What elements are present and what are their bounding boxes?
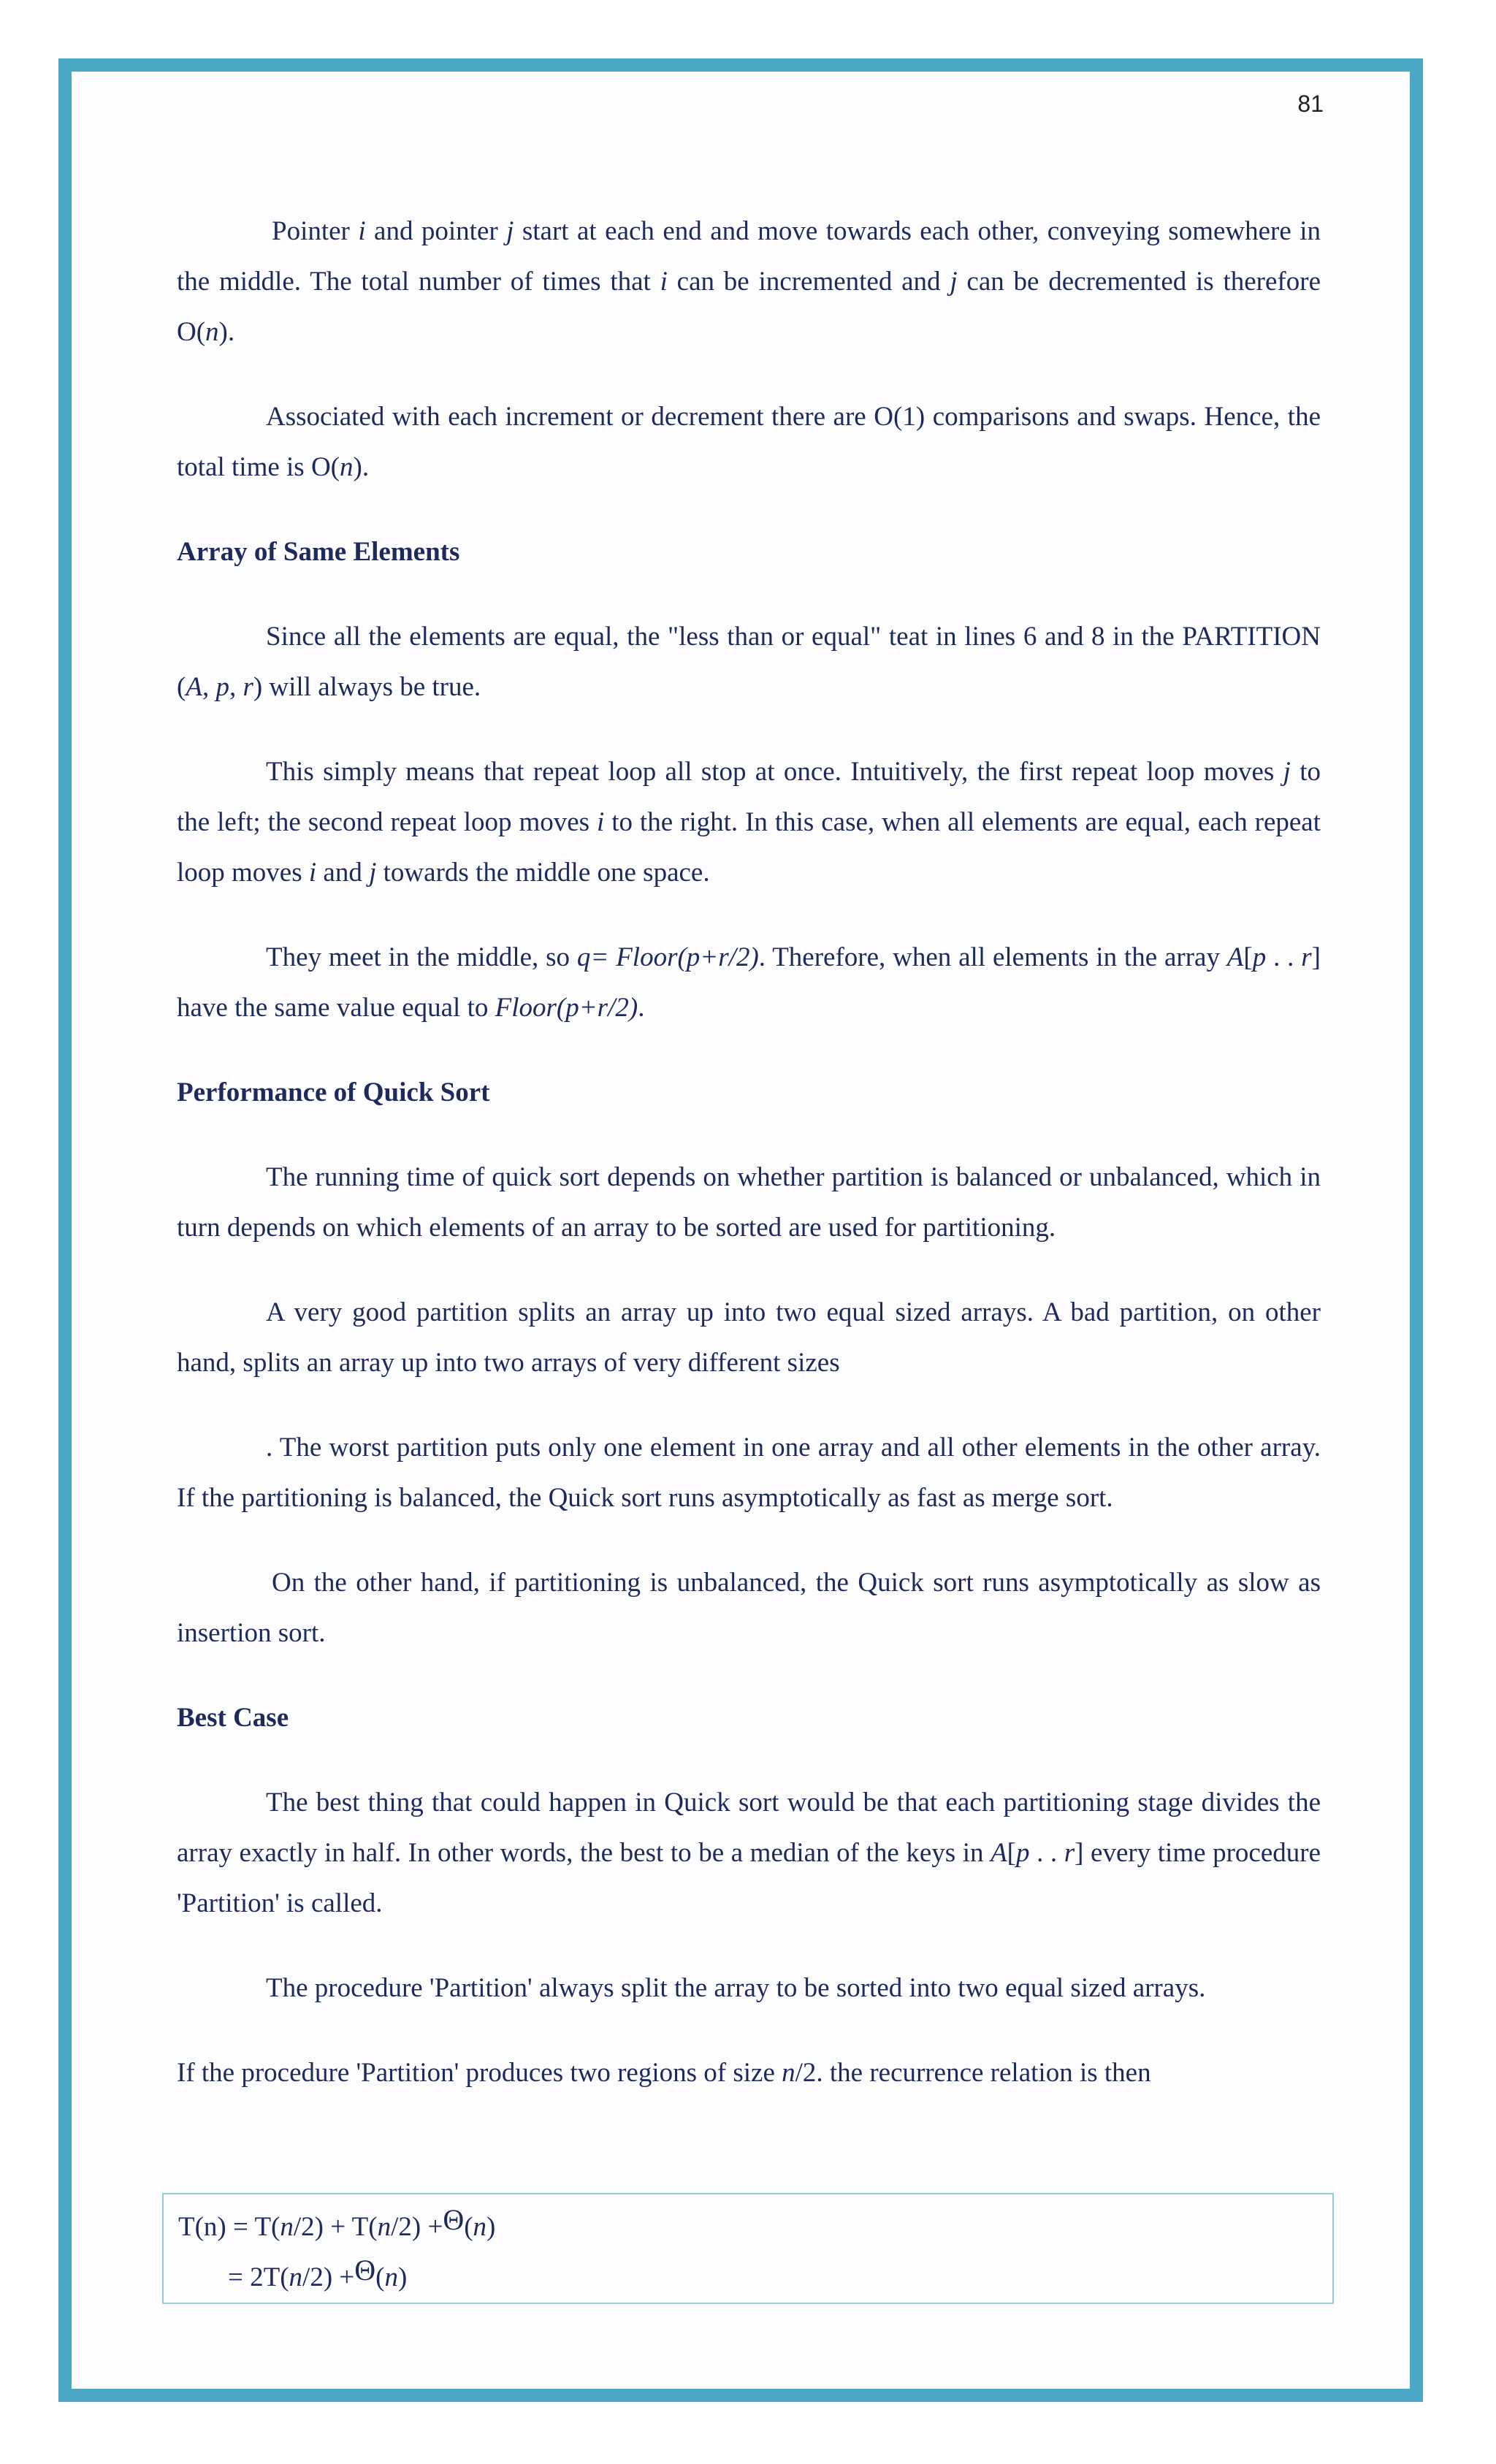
paragraph-total-time: Associated with each increment or decrement there are O(1) comparisons and swaps. Hence, the total time is O(n).: [177, 402, 1321, 482]
paragraph-unbalanced: On the other hand, if partitioning is unbalanced, the Quick sort runs asymptotically as slow as insertion sort.: [177, 1568, 1321, 1648]
theta-symbol: Θ: [354, 2254, 376, 2286]
heading-best-case: Best Case: [177, 1703, 289, 1733]
paragraph-worst-partition: . The worst partition puts only one element in one array and all other elements in the other array. If the partitioning is balanced, the Quick sort runs asymptotically as fast as merge sort.: [177, 1433, 1321, 1513]
heading-array-same-elements: Array of Same Elements: [177, 537, 460, 567]
theta-symbol: Θ: [443, 2203, 465, 2236]
formula-line-2: = 2T(n/2) +Θ(n): [228, 2254, 408, 2292]
paragraph-pointers: Pointer i and pointer j start at each end and move towards each other, conveying somewhere in the middle. The total number of times that i can be incremented and j can be decremented is therefore O(n).: [177, 216, 1321, 347]
paragraph-meet-middle: They meet in the middle, so q= Floor(p+r/2). Therefore, when all elements in the array A[p . . r] have the same value equal to Floor(p+r/2).: [177, 942, 1321, 1023]
paragraph-good-partition: A very good partition splits an array up into two equal sized arrays. A bad partition, on other hand, splits an array up into two arrays of very different sizes: [177, 1297, 1321, 1378]
paragraph-running-time: The running time of quick sort depends on whether partition is balanced or unbalanced, which in turn depends on which elements of an array to be sorted are used for partitioning.: [177, 1162, 1321, 1243]
recurrence-formula-box: [162, 2193, 1334, 2304]
paragraph-equal-elements: Since all the elements are equal, the "less than or equal" teat in lines 6 and 8 in the PARTITION (A, p, r) will always be true.: [177, 622, 1321, 702]
paragraph-repeat-loop: This simply means that repeat loop all stop at once. Intuitively, the first repeat loop moves j to the left; the second repeat loop moves i to the right. In this case, when all elements are equal, each repeat loop moves i and j towards the middle one space.: [177, 757, 1321, 888]
page-number: 81: [1297, 91, 1324, 117]
heading-performance-quick-sort: Performance of Quick Sort: [177, 1077, 490, 1107]
paragraph-partition-split: The procedure 'Partition' always split the array to be sorted into two equal sized arrays.: [266, 1973, 1206, 2003]
formula-line-1: T(n) = T(n/2) + T(n/2) +Θ(n): [178, 2203, 496, 2242]
page-body: [177, 206, 1321, 2132]
paragraph-recurrence-intro: If the procedure 'Partition' produces two regions of size n/2. the recurrence relation is then: [177, 2058, 1151, 2088]
paragraph-best-thing: The best thing that could happen in Quick sort would be that each partitioning stage divides the array exactly in half. In other words, the best to be a median of the keys in A[p . . r] every time procedure 'Partition' is called.: [177, 1788, 1321, 1918]
